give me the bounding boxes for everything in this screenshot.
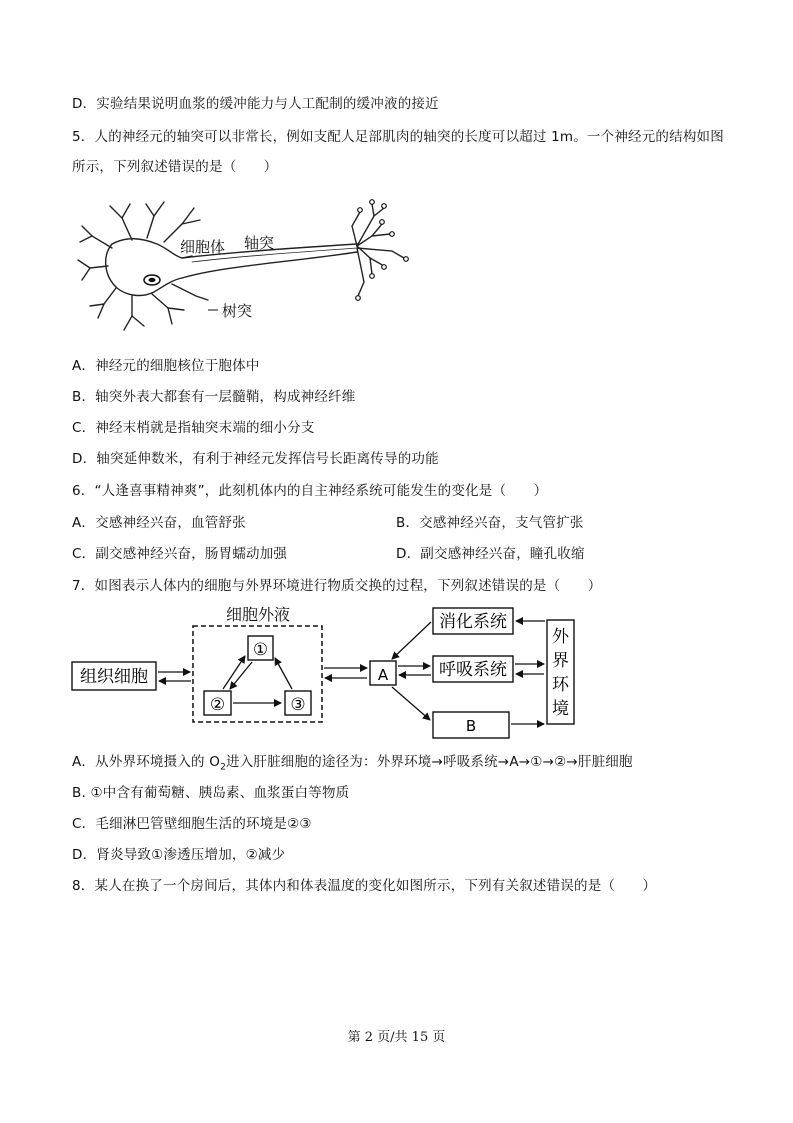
label-dendrite: 树突 bbox=[222, 302, 253, 320]
page-footer: 第 2 页/共 15 页 bbox=[347, 1030, 446, 1045]
node-1: ① bbox=[252, 640, 269, 660]
q6-option-c: C．副交感神经兴奋，肠胃蠕动加强 bbox=[72, 546, 288, 562]
q5-stem-line2: 所示，下列叙述错误的是（ ） bbox=[72, 159, 278, 175]
node-2: ② bbox=[209, 695, 226, 715]
q5-option-d: D．轴突延伸数米，有利于神经元发挥信号长距离传导的功能 bbox=[72, 451, 439, 467]
exchange-diagram bbox=[0, 598, 793, 748]
q5-stem-line1: 5．人的神经元的轴突可以非常长，例如支配人足部肌肉的轴突的长度可以超过 1m。一个神经元的结构如图 bbox=[72, 129, 724, 145]
neuron-figure bbox=[72, 196, 417, 346]
nucleus-inner bbox=[149, 278, 156, 282]
q6-stem: 6．“人逢喜事精神爽”，此刻机体内的自主神经系统可能发生的变化是（ ） bbox=[72, 483, 548, 499]
label-respiratory-system: 呼吸系统 bbox=[439, 660, 507, 680]
node-a: A bbox=[377, 666, 389, 684]
label-digestive-system: 消化系统 bbox=[439, 612, 507, 632]
label-environment-4: 境 bbox=[552, 699, 569, 719]
q7-stem: 7．如图表示人体内的细胞与外界环境进行物质交换的过程，下列叙述错误的是（ ） bbox=[72, 578, 602, 594]
label-tissue-cell: 组织细胞 bbox=[80, 667, 148, 687]
q7-option-c: C．毛细淋巴管壁细胞生活的环境是②③ bbox=[72, 816, 312, 832]
node-3: ③ bbox=[290, 695, 306, 715]
label-environment-3: 环 bbox=[552, 675, 569, 695]
label-environment-1: 外 bbox=[552, 627, 569, 647]
q5-option-c: C．神经末梢就是指轴突末端的细小分支 bbox=[72, 420, 315, 436]
node-b: B bbox=[465, 717, 477, 735]
q8-stem: 8．某人在换了一个房间后，其体内和体表温度的变化如图所示，下列有关叙述错误的是（ ） bbox=[72, 878, 657, 894]
label-extracellular-fluid: 细胞外液 bbox=[226, 605, 291, 624]
q7-option-a: A．从外界环境摄入的 $O_2$进入肝脏细胞的途径为：外界环境→呼吸系统→A→①→②→肝脏细胞 bbox=[72, 754, 633, 773]
q6-option-a: A．交感神经兴奋，血管舒张 bbox=[72, 515, 246, 531]
q7-option-b: B. ①中含有葡萄糖、胰岛素、血浆蛋白等物质 bbox=[72, 785, 350, 801]
label-axon: 轴突 bbox=[244, 234, 275, 252]
q4-option-d: D．实验结果说明血浆的缓冲能力与人工配制的缓冲液的接近 bbox=[72, 96, 439, 112]
q5-option-b: B．轴突外表大都套有一层髓鞘，构成神经纤维 bbox=[72, 389, 356, 405]
label-cell-body: 细胞体 bbox=[180, 238, 226, 256]
q5-option-a: A．神经元的细胞核位于胞体中 bbox=[72, 358, 260, 374]
q6-option-b: B．交感神经兴奋，支气管扩张 bbox=[396, 515, 584, 531]
q7-option-d: D．肾炎导致①渗透压增加，②减少 bbox=[72, 847, 286, 863]
q6-option-d: D．副交感神经兴奋，瞳孔收缩 bbox=[396, 546, 585, 562]
label-environment-2: 界 bbox=[552, 651, 569, 671]
